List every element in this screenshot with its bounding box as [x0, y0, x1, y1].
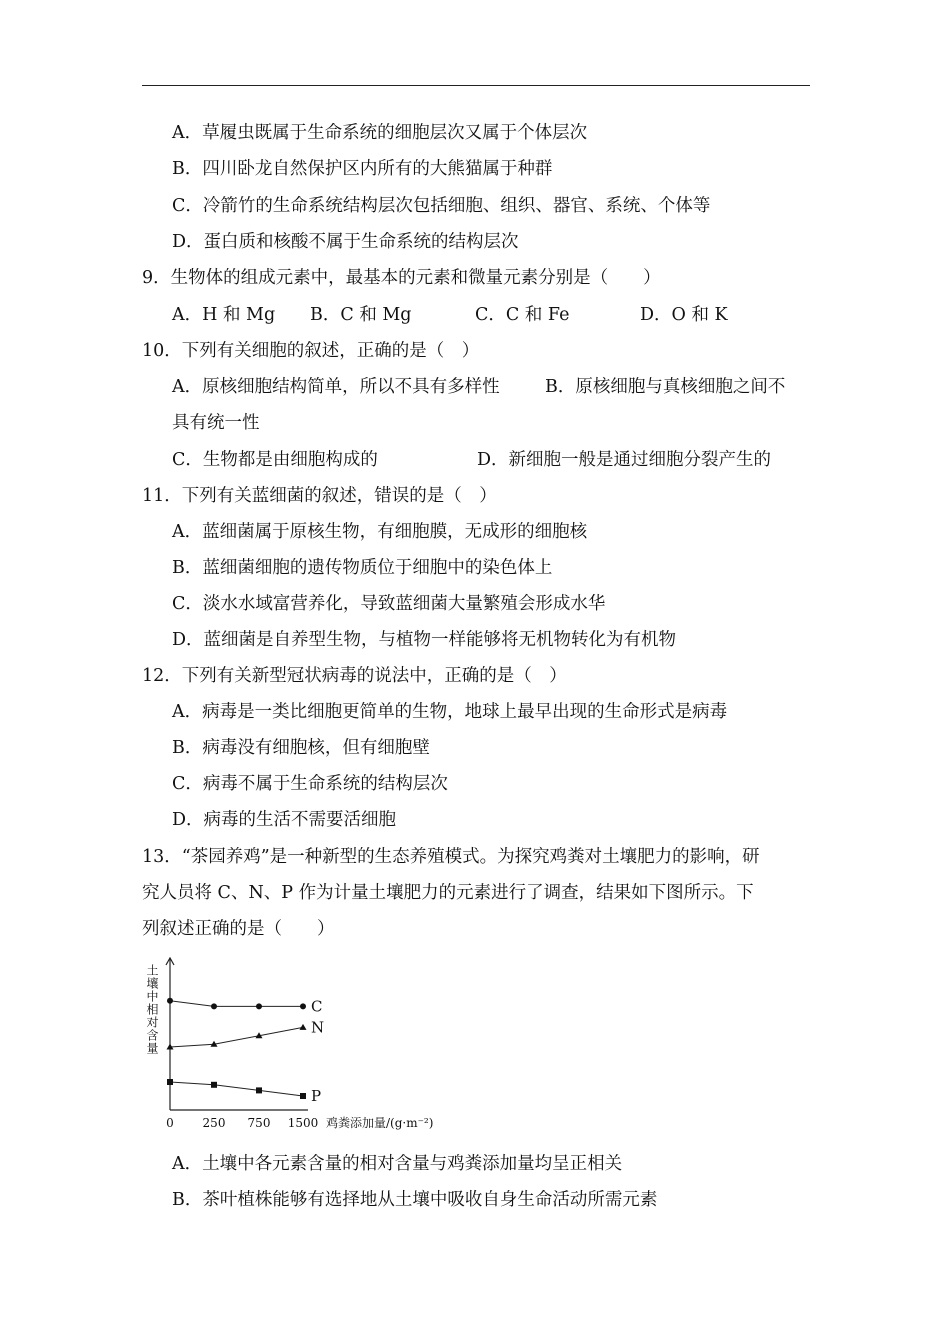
q12-option-b: B．病毒没有细胞核，但有细胞壁 — [172, 738, 430, 758]
q13-stem-line3: 列叙述正确的是（ ） — [142, 919, 335, 939]
q8-option-c: C．冷箭竹的生命系统结构层次包括细胞、组织、器官、系统、个体等 — [172, 196, 711, 216]
q11-stem: 11．下列有关蓝细菌的叙述，错误的是（ ） — [142, 486, 497, 506]
point-P — [256, 1087, 262, 1093]
q11-option-b: B．蓝细菌细胞的遗传物质位于细胞中的染色体上 — [172, 558, 553, 578]
point-N — [300, 1024, 307, 1030]
q10-option-b-line2: 具有统一性 — [172, 413, 260, 433]
q10-stem: 10．下列有关细胞的叙述，正确的是（ ） — [142, 341, 480, 361]
point-P — [211, 1082, 217, 1088]
q11-option-d: D．蓝细菌是自养型生物，与植物一样能够将无机物转化为有机物 — [172, 630, 677, 650]
x-axis-label: 鸡粪添加量/(g·m⁻²) — [326, 1116, 434, 1130]
point-C — [300, 1003, 306, 1009]
series-label-P: P — [311, 1087, 322, 1105]
point-P — [167, 1079, 173, 1085]
x-tick-label: 1500 — [287, 1116, 319, 1130]
q12-option-a: A．病毒是一类比细胞更简单的生物，地球上最早出现的生命形式是病毒 — [172, 702, 728, 722]
series-line-C — [170, 1001, 303, 1007]
point-C — [211, 1003, 217, 1009]
point-C — [256, 1003, 262, 1009]
q9-option-c: C．C 和 Fe — [475, 305, 570, 325]
q10-option-a: A．原核细胞结构简单，所以不具有多样性 — [172, 377, 500, 397]
q10-option-d: D．新细胞一般是通过细胞分裂产生的 — [477, 450, 772, 470]
q13-option-b: B．茶叶植株能够有选择地从土壤中吸收自身生命活动所需元素 — [172, 1190, 658, 1210]
q13-option-a: A．土壤中各元素含量的相对含量与鸡粪添加量均呈正相关 — [172, 1154, 623, 1174]
q13-stem-line2: 究人员将 C、N、P 作为计量土壤肥力的元素进行了调查，结果如下图所示。下 — [142, 883, 754, 903]
q13-stem-line1: 13．“茶园养鸡”是一种新型的生态养殖模式。为探究鸡粪对土壤肥力的影响，研 — [142, 847, 760, 867]
q12-option-c: C．病毒不属于生命系统的结构层次 — [172, 774, 448, 794]
x-tick-label: 750 — [247, 1116, 271, 1130]
point-C — [167, 998, 173, 1004]
x-tick-label: 0 — [166, 1116, 174, 1130]
q12-stem: 12．下列有关新型冠状病毒的说法中，正确的是（ ） — [142, 666, 567, 686]
q9-option-a: A．H 和 Mg — [172, 305, 276, 325]
point-P — [300, 1093, 306, 1099]
q8-option-a: A．草履虫既属于生命系统的细胞层次又属于个体层次 — [172, 123, 588, 143]
q11-option-a: A．蓝细菌属于原核生物，有细胞膜，无成形的细胞核 — [172, 522, 588, 542]
q10-option-b-line1: B．原核细胞与真核细胞之间不 — [545, 377, 786, 397]
x-tick-label: 250 — [202, 1116, 226, 1130]
q8-option-b: B．四川卧龙自然保护区内所有的大熊猫属于种群 — [172, 159, 553, 179]
q12-option-d: D．病毒的生活不需要活细胞 — [172, 810, 397, 830]
q9-option-d: D．O 和 K — [640, 305, 728, 325]
soil-element-chart — [140, 950, 460, 1140]
series-label-N: N — [311, 1018, 325, 1037]
q8-option-d: D．蛋白质和核酸不属于生命系统的结构层次 — [172, 232, 519, 252]
q11-option-c: C．淡水水域富营养化，导致蓝细菌大量繁殖会形成水华 — [172, 594, 606, 614]
header-rule — [142, 85, 810, 86]
q9-option-b: B．C 和 Mg — [310, 305, 412, 325]
series-label-C: C — [311, 997, 323, 1016]
series-line-P — [170, 1082, 303, 1096]
q10-option-c: C．生物都是由细胞构成的 — [172, 450, 378, 470]
q9-stem: 9．生物体的组成元素中，最基本的元素和微量元素分别是（ ） — [142, 268, 661, 288]
chart-series — [167, 998, 307, 1099]
y-axis-label: 土壤中相对含量 — [145, 964, 159, 1055]
series-line-N — [170, 1027, 303, 1047]
